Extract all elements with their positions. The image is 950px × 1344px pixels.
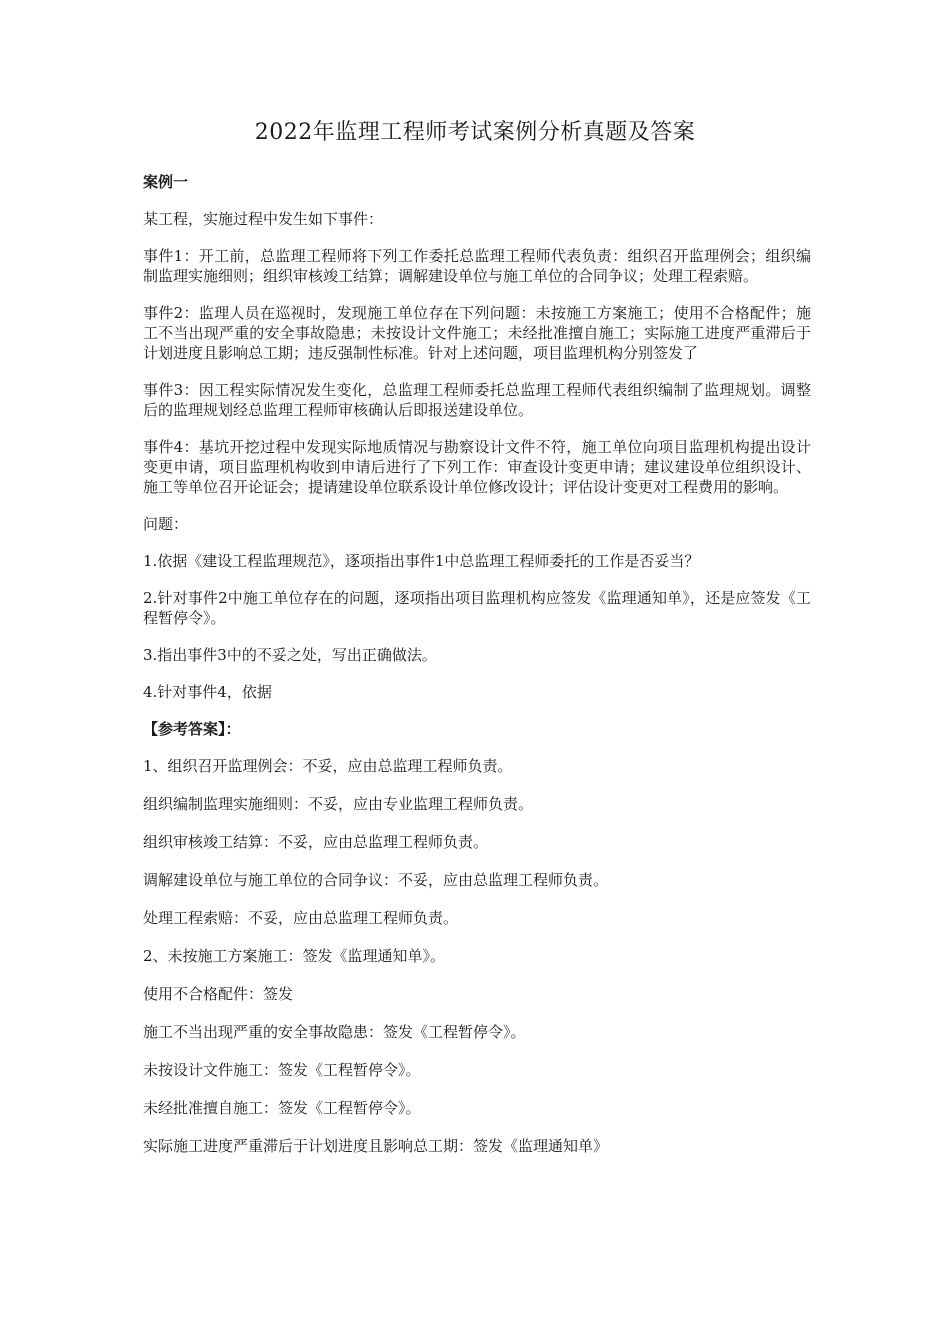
question-item: 2.针对事件2中施工单位存在的问题，逐项指出项目监理机构应签发《监理通知单》，还是应签发《工程暂停令》。 (143, 589, 811, 627)
answer-item: 组织审核竣工结算：不妥，应由总监理工程师负责。 (143, 833, 489, 851)
answer-item: 2、未按施工方案施工：签发《监理通知单》。 (143, 947, 446, 965)
answer-heading: 【参考答案】： (143, 720, 241, 738)
answer-item: 使用不合格配件：签发 (143, 985, 294, 1003)
question-item: 4.针对事件4，依据 (143, 683, 272, 701)
answer-item: 1、组织召开监理例会：不妥，应由总监理工程师负责。 (143, 757, 513, 775)
event-paragraph: 事件2：监理人员在巡视时，发现施工单位存在下列问题：未按施工方案施工；使用不合格配件；施工不当出现严重的安全事故隐患；未按设计文件施工；未经批准擅自施工；实际施工进度严重滞后于计划进度且影响总工期；违反强制性标准。针对上述问题，项目监理机构分别签发了 (143, 304, 811, 362)
question-item: 1.依据《建设工程监理规范》，逐项指出事件1中总监理工程师委托的工作是否妥当？ (143, 552, 700, 570)
question-item: 3.指出事件3中的不妥之处，写出正确做法。 (143, 646, 437, 664)
answer-item: 实际施工进度严重滞后于计划进度且影响总工期：签发《监理通知单》 (143, 1137, 609, 1155)
document-body (143, 172, 811, 1174)
answer-item: 施工不当出现严重的安全事故隐患：签发《工程暂停令》。 (143, 1023, 526, 1041)
answer-item: 未经批准擅自施工：签发《工程暂停令》。 (143, 1099, 421, 1117)
document-title: 2022年监理工程师考试案例分析真题及答案 (254, 120, 696, 145)
questions-heading: 问题： (143, 515, 189, 533)
event-paragraph: 事件1：开工前，总监理工程师将下列工作委托总监理工程师代表负责：组织召开监理例会；组织编制监理实施细则；组织审核竣工结算；调解建设单位与施工单位的合同争议；处理工程索赔。 (143, 247, 811, 285)
case-heading: 案例一 (143, 173, 189, 191)
answer-item: 调解建设单位与施工单位的合同争议：不妥，应由总监理工程师负责。 (143, 871, 609, 889)
case-intro: 某工程，实施过程中发生如下事件： (143, 210, 384, 228)
answer-item: 组织编制监理实施细则：不妥，应由专业监理工程师负责。 (143, 795, 534, 813)
event-paragraph: 事件3：因工程实际情况发生变化，总监理工程师委托总监理工程师代表组织编制了监理规划。调整后的监理规划经总监理工程师审核确认后即报送建设单位。 (143, 381, 811, 419)
answer-item: 未按设计文件施工：签发《工程暂停令》。 (143, 1061, 421, 1079)
answer-item: 处理工程索赔：不妥，应由总监理工程师负责。 (143, 909, 459, 927)
event-paragraph: 事件4：基坑开挖过程中发现实际地质情况与勘察设计文件不符，施工单位向项目监理机构提出设计变更申请，项目监理机构收到申请后进行了下列工作：审查设计变更申请；建议建设单位组织设计、施工等单位召开论证会；提请建设单位联系设计单位修改设计；评估设计变更对工程费用的影响。 (143, 438, 811, 496)
